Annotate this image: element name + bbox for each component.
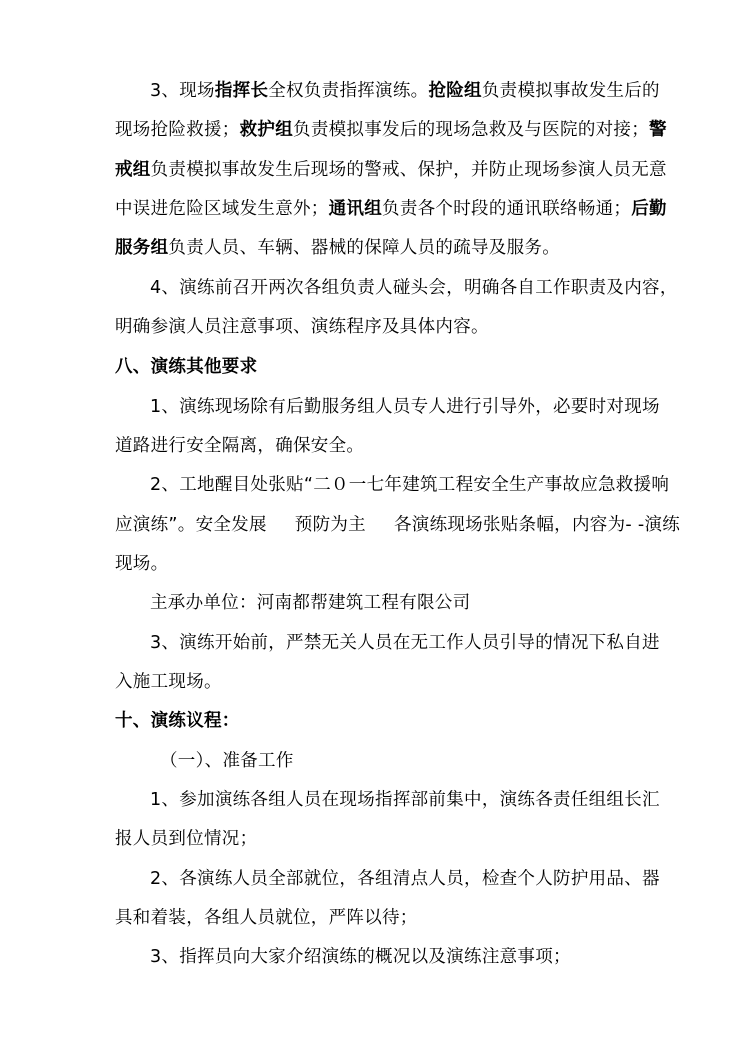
section-heading: 十、演练议程： [115,711,240,731]
text: 负责人员、车辆、器械的保障人员的疏导及服务。 [168,238,561,258]
bold-term: 抢险组 [428,81,482,101]
text: 中误进危险区域发生意外； [115,199,329,219]
text: 3、现场 [150,81,215,101]
bold-term: 后勤 [631,199,667,219]
s8p2-line2 [115,513,680,537]
s8p1-line1: 1、演练现场除有后勤服务组人员专人进行引导外，必要时对现场 [150,397,660,417]
s8p3-line1: 3、演练开始前，严禁无关人员在无工作人员引导的情况下私自进 [150,633,660,653]
para3-line4 [115,197,667,221]
para3-line1 [150,79,660,103]
s8p2-line3: 现场。 [115,554,169,574]
text: 负责模拟事发后的现场急救及与医院的对接； [293,120,650,140]
bold-term: 救护组 [239,120,294,140]
bold-term: 戒组 [115,160,151,180]
section-heading: 八、演练其他要求 [115,357,258,377]
s8p1-line2: 道路进行安全隔离，确保安全。 [115,436,365,456]
para4-line2: 明确参演人员注意事项、演练程序及具体内容。 [115,317,489,337]
s10p2-line2: 具和着装，各组人员就位，严阵以待； [115,908,418,928]
s8p3-line2: 入施工现场。 [115,672,222,692]
para3-line5 [115,236,560,260]
bold-term: 通讯组 [328,199,383,219]
text: 应演练”。安全发展 [115,515,267,535]
s10p2-line1: 2、各演练人员全部就位，各组清点人员，检查个人防护用品、器 [150,869,660,889]
organizer-line: 主承办单位：河南都帮建筑工程有限公司 [150,593,471,613]
bold-term: 指挥长 [214,81,269,101]
s10p3-line1: 3、指挥员向大家介绍演练的概况以及演练注意事项； [150,947,571,967]
text: 预防为主 [294,515,366,535]
text: 全权负责指挥演练。 [268,81,429,101]
para3-line2 [115,118,667,142]
s10p1-line2: 报人员到位情况； [115,829,258,849]
text: 各演练现场张贴条幅，内容为- -演练 [393,515,681,535]
bold-term: 服务组 [115,238,169,258]
para4-line1: 4、演练前召开两次各组负责人碰头会，明确各自工作职责及内容， [150,278,678,298]
text: 负责模拟事故发生后现场的警戒、保护，并防止现场参演人员无意 [150,160,667,180]
subsection-heading: （一）、准备工作 [160,751,294,771]
bold-term: 警 [649,120,667,140]
s8p2-line1: 2、工地醒目处张贴“二０一七年建筑工程安全生产事故应急救援响 [150,475,670,495]
text: 现场抢险救援； [115,120,240,140]
para3-line3 [115,158,667,182]
text: 负责各个时段的通讯联络畅通； [382,199,632,219]
text: 负责模拟事故发生后的 [481,81,660,101]
s10p1-line1: 1、参加演练各组人员在现场指挥部前集中，演练各责任组组长汇 [150,790,660,810]
